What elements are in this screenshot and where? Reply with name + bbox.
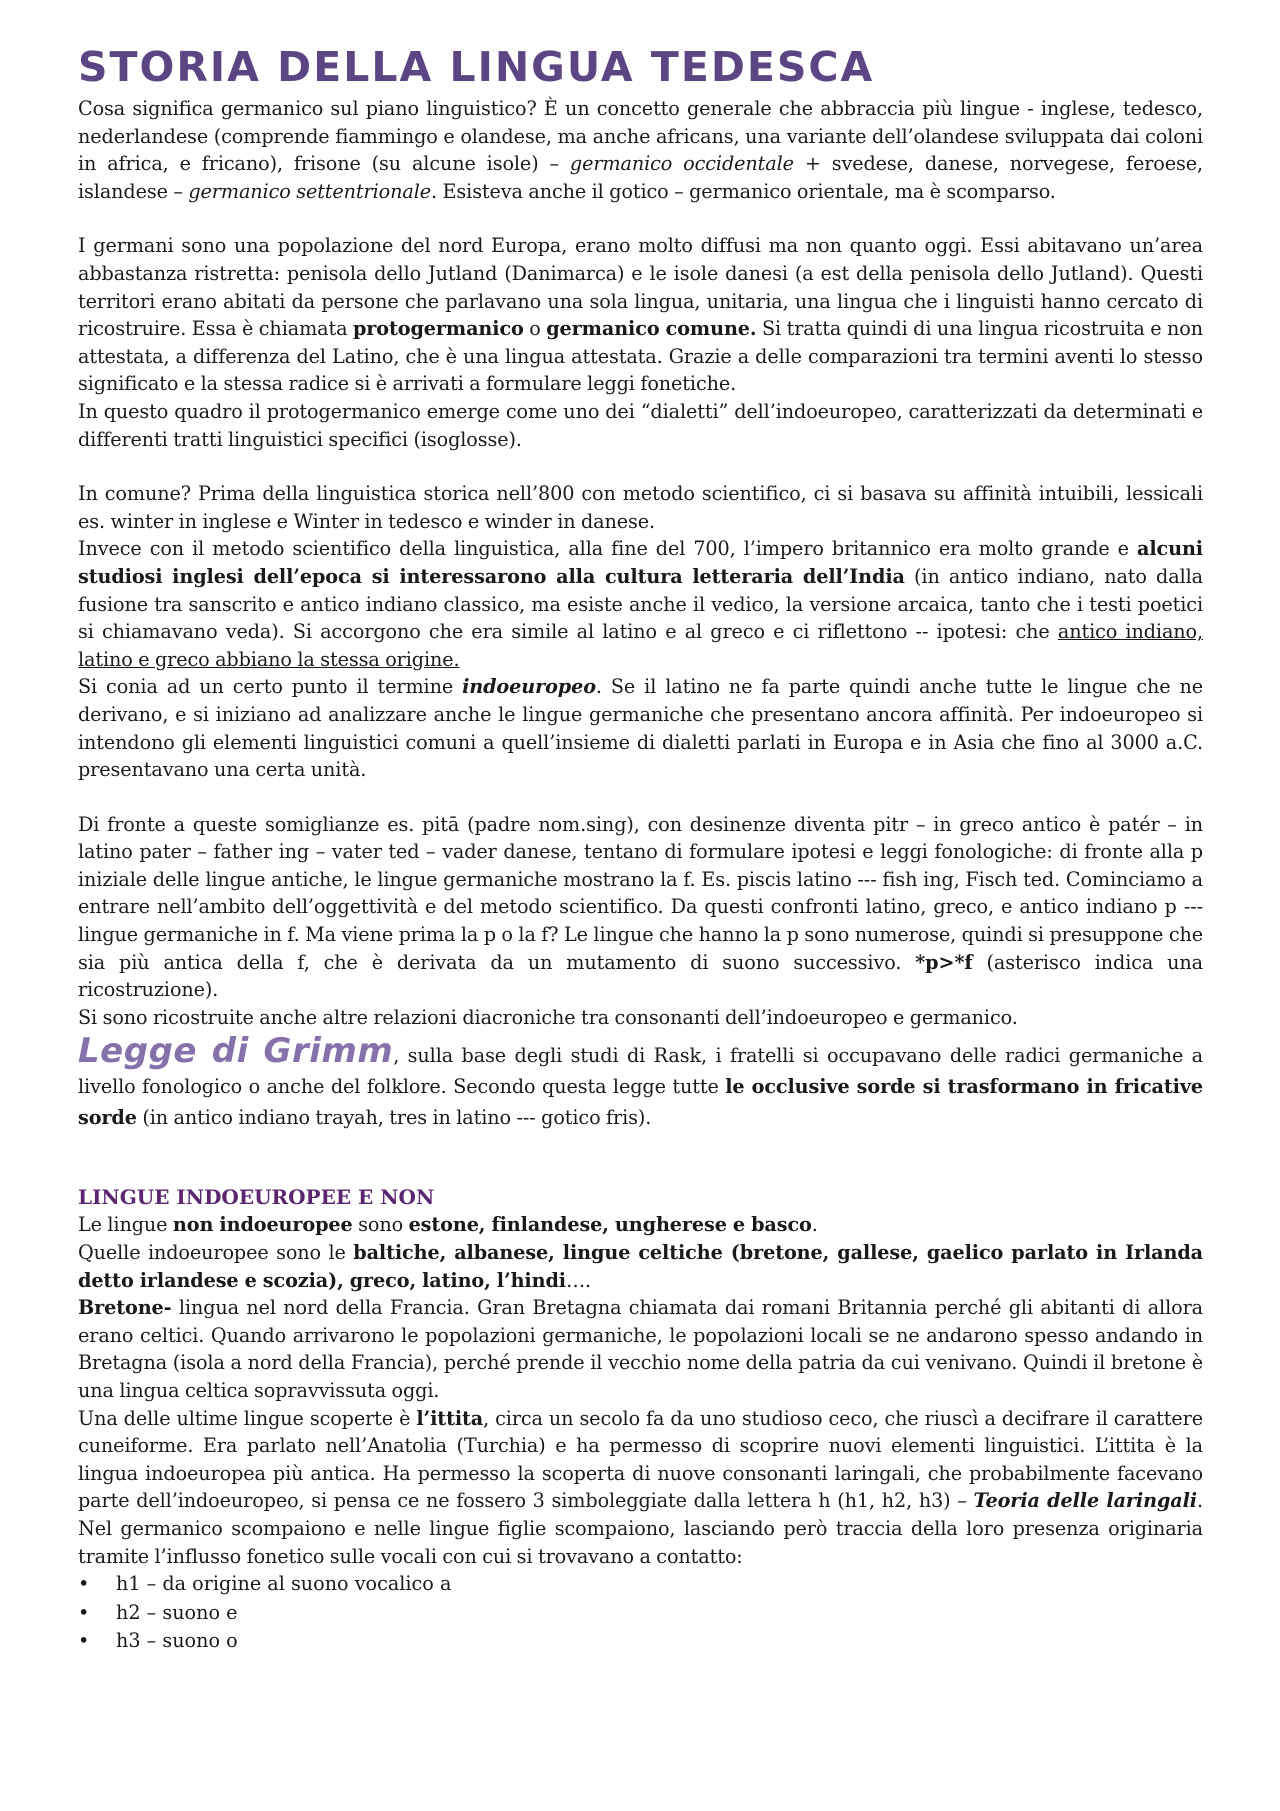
paragraph-relazioni-diacroniche: Si sono ricostruite anche altre relazioni diacroniche tra consonanti dell’indoeuropeo e germanico. bbox=[78, 1005, 1018, 1029]
bold-term: non indoeuropee bbox=[172, 1213, 353, 1237]
paragraph-ittita bbox=[78, 1405, 1203, 1571]
paragraph-in-comune: In comune? Prima della linguistica storica nell’800 con metodo scientifico, ci si basava su affinità intuibili, lessicali es. winter in inglese e Winter in tedesco e winder in danese. bbox=[78, 482, 1203, 533]
text-run: (in antico indiano, nato dalla fusione tra sanscrito e antico indiano classico, ma esiste anche il vedico, la versione arcaica, tanto che i testi poetici si chiamavano veda). Si accorgono che era simile al latino e al greco e ci riflettono -- ipotesi: che bbox=[78, 564, 1203, 644]
text-run: . Nel germanico scompaiono e nelle lingue figlie scompaiono, lasciando però traccia della loro presenza originaria tramite l’influsso fonetico sulle vocali con cui si trovavano a contatto: bbox=[78, 1489, 1203, 1568]
text-run: Una delle ultime lingue scoperte è bbox=[78, 1406, 417, 1430]
text-run: Le lingue bbox=[78, 1213, 173, 1237]
paragraph-gap bbox=[78, 784, 1203, 811]
legge-di-grimm-heading: Legge di Grimm bbox=[78, 1031, 394, 1072]
paragraph-metodo-scientifico bbox=[78, 535, 1203, 673]
paragraph-gap bbox=[78, 453, 1203, 480]
text-run: Di fronte a queste somiglianze es. pitā (padre nom.sing), con desinenze diventa pitr – in greco antico è patér – in latino pater – father ing – vater ted – vader danese, tentano di formulare ipotesi e leggi fonologiche: di fronte alla p iniziale delle lingue antiche, le lingue germaniche mostrano la f. Es. piscis latino --- fish ing, Fisch ted. Cominciamo a entrare nell’ambito dell’oggettività e del metodo scientifico. Da questi confronti latino, greco, e antico indiano p --- lingue germaniche in f. Ma viene prima la p o la f? Le lingue che hanno la p sono numerose, quindi si presuppone che sia più antica della f, che è derivata da un mutamento di suono successivo. bbox=[78, 812, 1203, 974]
text-run: . Esisteva anche il gotico – germanico orientale, ma è scomparso. bbox=[431, 179, 1056, 203]
paragraph-somiglianze bbox=[78, 811, 1203, 1004]
text-run: (in antico indiano trayah, tres in latino --- gotico fris). bbox=[136, 1106, 652, 1130]
section-gap bbox=[78, 1133, 1203, 1183]
bold-italic-term: indoeuropeo bbox=[462, 675, 596, 699]
paragraph-germanico-definizione bbox=[78, 95, 1203, 205]
bold-term: alcuni studiosi inglesi dell’epoca si interessarono alla cultura letteraria dell’India bbox=[78, 537, 1203, 588]
paragraph-gap bbox=[78, 205, 1203, 232]
text-run: lingua nel nord della Francia. Gran Bretagna chiamata dai romani Britannia perché gli abitanti di allora erano celtici. Quando arrivarono le popolazioni germaniche, le popolazioni locali se ne andarono spesso andando in Bretagna (isola a nord della Francia), perché prende il vecchio nome della patria da cui venivano. Quindi il bretone è una lingua celtica sopravvissuta oggi. bbox=[78, 1296, 1203, 1403]
paragraph-protogermanico-dialetti: In questo quadro il protogermanico emerge come uno dei “dialetti” dell’indoeuropeo, caratterizzati da determinati e differenti tratti linguistici specifici (isoglosse). bbox=[78, 399, 1203, 451]
paragraph-legge-di-grimm bbox=[78, 1031, 1203, 1133]
paragraph-indoeuropeo bbox=[78, 673, 1203, 783]
text-run: Cosa significa germanico sul piano linguistico? È un concetto generale che abbraccia più lingue - inglese, tedesco, nederlandese (comprende fiammingo e olandese, ma anche africans, una variante dell’olandese sviluppata dai coloni in africa, e fricano), frisone (su alcune isole) – bbox=[78, 97, 1203, 176]
list-item: • h2 – suono e bbox=[78, 1599, 1203, 1628]
text-run: , circa un secolo fa da uno studioso ceco, che riuscì a decifrare il carattere cuneiforme. Era parlato nell’Anatolia (Turchia) e ha permesso di scoprire nuovi elementi linguistici. L’ittita è la lingua indoeuropea più antica. Ha permesso la scoperta di nuove consonanti laringali, che probabilmente facevano parte dell’indoeuropeo, si pensa ce ne fossero 3 simboleggiate dalla lettera h (h1, h2, h3) – bbox=[78, 1406, 1203, 1513]
list-item: • h3 – suono o bbox=[78, 1627, 1203, 1656]
section-heading-lingue-indoeuropee: LINGUE INDOEUROPEE E NON bbox=[78, 1185, 435, 1210]
bold-term: l’ittita bbox=[416, 1406, 484, 1430]
bold-term: protogermanico bbox=[352, 317, 524, 341]
italic-term: germanico settentrionale bbox=[188, 179, 431, 203]
laringali-list bbox=[78, 1570, 1203, 1656]
bold-term: estone, finlandese, ungherese e basco bbox=[408, 1213, 812, 1237]
text-run: Quelle indoeuropee sono le bbox=[78, 1241, 354, 1265]
text-run: …. bbox=[565, 1268, 592, 1292]
text-run: Si conia ad un certo punto il termine bbox=[78, 675, 463, 699]
bold-term: le occlusive sorde si trasformano in fricative sorde bbox=[78, 1075, 1203, 1130]
text-run: + svedese, danese, norvegese, feroese, islandese – bbox=[78, 152, 1203, 203]
bold-formula: *p>*f bbox=[915, 950, 973, 974]
bold-term: baltiche, albanese, lingue celtiche (bretone, gallese, gaelico parlato in Irlanda detto irlandese e scozia), greco, latino, l’hindi bbox=[78, 1241, 1204, 1292]
text-run: I germani sono una popolazione del nord Europa, erano molto diffusi ma non quanto oggi. Essi abitavano un’area abbastanza ristretta: penisola dello Jutland (Danimarca) e le isole danesi (a est della penisola dello Jutland). Questi territori erano abitati da persone che parlavano una sola lingua, unitaria, una lingua che i linguisti hanno cercato di ricostruire. Essa è chiamata bbox=[78, 234, 1203, 341]
bold-italic-term: Teoria delle laringali bbox=[973, 1489, 1197, 1513]
document-title: STORIA DELLA LINGUA TEDESCA bbox=[78, 43, 875, 91]
text-run: (asterisco indica una ricostruzione). bbox=[78, 950, 1203, 1002]
text-run: Si tratta quindi di una lingua ricostruita e non attestata, a differenza del Latino, che è una lingua attestata. Grazie a delle comparazioni tra termini aventi lo stesso significato e la stessa radice si è arrivati a formulare leggi fonetiche. bbox=[78, 317, 1204, 396]
paragraph-bretone bbox=[78, 1294, 1203, 1404]
underlined-hypothesis: antico indiano, latino e greco abbiano la stessa origine. bbox=[78, 620, 1203, 671]
text-run: , sulla base degli studi di Rask, i fratelli si occupavano delle radici germaniche a livello fonologico o anche del folklore. Secondo questa legge tutte bbox=[78, 1044, 1203, 1099]
bold-term: germanico comune. bbox=[546, 317, 757, 341]
paragraph-indoeuropee-elenco bbox=[78, 1239, 1203, 1294]
paragraph-non-indoeuropee bbox=[78, 1211, 1203, 1239]
list-item: • h1 – da origine al suono vocalico a bbox=[78, 1570, 1203, 1599]
bold-term: Bretone- bbox=[78, 1296, 172, 1320]
text-run: . bbox=[811, 1213, 818, 1237]
italic-term: germanico occidentale bbox=[569, 152, 794, 176]
text-run: sono bbox=[352, 1213, 409, 1237]
text-run: o bbox=[523, 317, 547, 341]
text-run: . Se il latino ne fa parte quindi anche tutte le lingue che ne derivano, e si iniziano ad analizzare anche le lingue germaniche che presentano ancora affinità. Per indoeuropeo si intendono gli elementi linguistici comuni a quell’insieme di dialetti parlati in Europa e in Asia che fino al 3000 a.C. presentavano una certa unità. bbox=[78, 675, 1204, 782]
paragraph-germani-popolazione bbox=[78, 232, 1203, 398]
text-run: Invece con il metodo scientifico della linguistica, alla fine del 700, l’impero britannico era molto grande e bbox=[78, 537, 1137, 561]
